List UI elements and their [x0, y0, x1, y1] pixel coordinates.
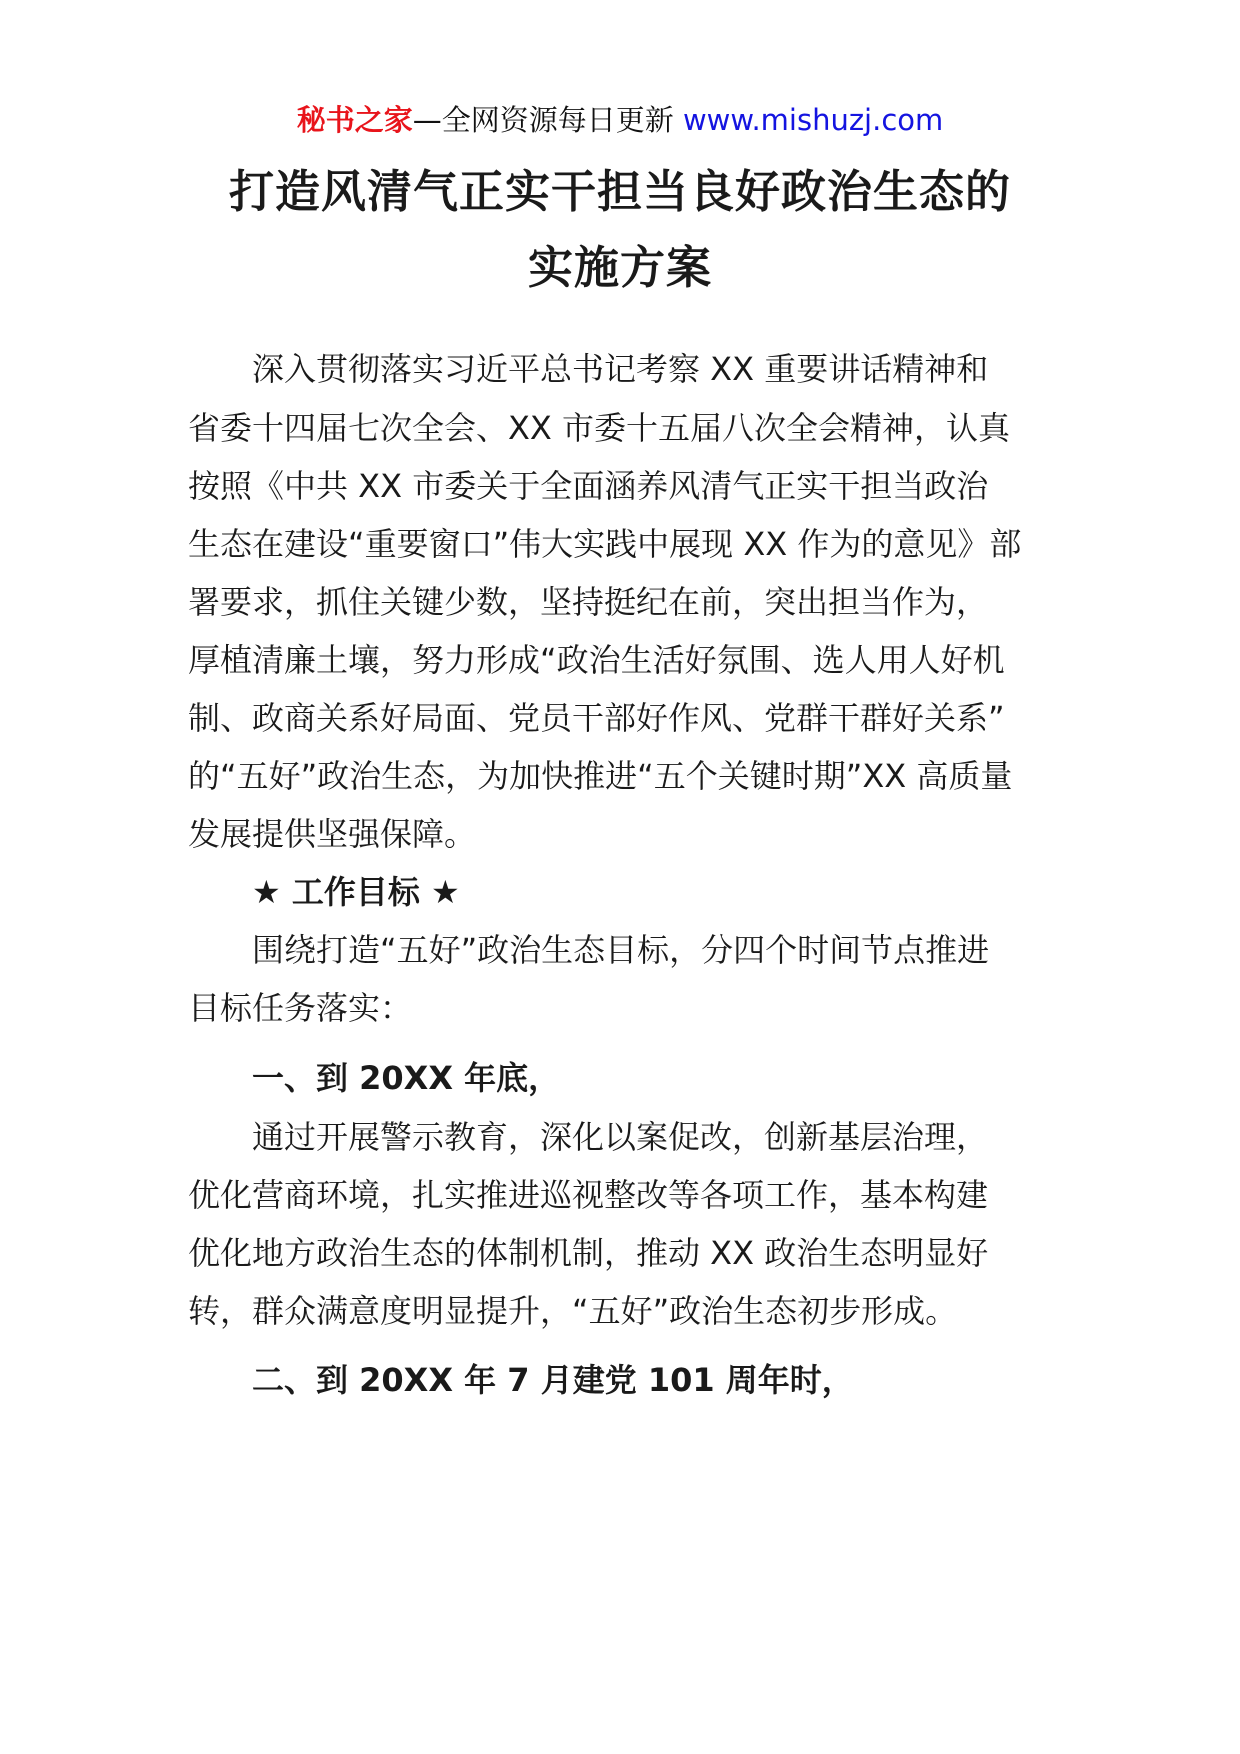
intro-line: 发展提供坚强保障。	[188, 815, 477, 853]
document-title-line-1: 打造风清气正实干担当良好政治生态的	[228, 165, 1011, 218]
header-slogan: —全网资源每日更新	[412, 103, 674, 137]
item-1-line: 通过开展警示教育，深化以案促改，创新基层治理，	[252, 1118, 989, 1156]
intro-line: 的“五好”政治生态，为加快推进“五个关键时期”XX 高质量	[188, 757, 1013, 795]
intro-line: 生态在建设“重要窗口”伟大实践中展现 XX 作为的意见》部	[188, 525, 1022, 563]
item-1-line: 转，群众满意度明显提升，“五好”政治生态初步形成。	[188, 1292, 958, 1330]
item-1-line: 优化地方政治生态的体制机制，推动 XX 政治生态明显好	[188, 1234, 989, 1272]
intro-line: 厚植清廉土壤，努力形成“政治生活好氛围、选人用人好机	[188, 641, 1005, 679]
intro-line: 省委十四届七次全会、XX 市委十五届八次全会精神，认真	[188, 409, 1011, 447]
intro-line: 署要求，抓住关键少数，坚持挺纪在前，突出担当作为，	[188, 583, 989, 621]
document-title-line-2: 实施方案	[527, 241, 712, 294]
section-heading-goal	[252, 870, 460, 914]
item-2-heading: 二、到 20XX 年 7 月建党 101 周年时，	[252, 1361, 854, 1399]
section-heading-text: 工作目标	[291, 873, 420, 911]
item-1-line: 优化营商环境，扎实推进巡视整改等各项工作，基本构建	[188, 1176, 989, 1214]
brand-name: 秘书之家	[296, 103, 413, 137]
site-header	[0, 100, 1240, 140]
intro-line: 深入贯彻落实习近平总书记考察 XX 重要讲话精神和	[252, 350, 989, 388]
site-url-link[interactable]: www.mishuzj.com	[682, 103, 944, 137]
goal-line: 围绕打造“五好”政治生态目标，分四个时间节点推进	[252, 931, 990, 969]
goal-line: 目标任务落实：	[188, 989, 413, 1027]
star-icon: ★	[430, 873, 460, 911]
intro-line: 按照《中共 XX 市委关于全面涵养风清气正实干担当政治	[188, 467, 989, 505]
item-1-heading: 一、到 20XX 年底，	[252, 1059, 561, 1097]
intro-line: 制、政商关系好局面、党员干部好作风、党群干群好关系”	[188, 699, 1005, 737]
star-icon: ★	[252, 873, 281, 911]
